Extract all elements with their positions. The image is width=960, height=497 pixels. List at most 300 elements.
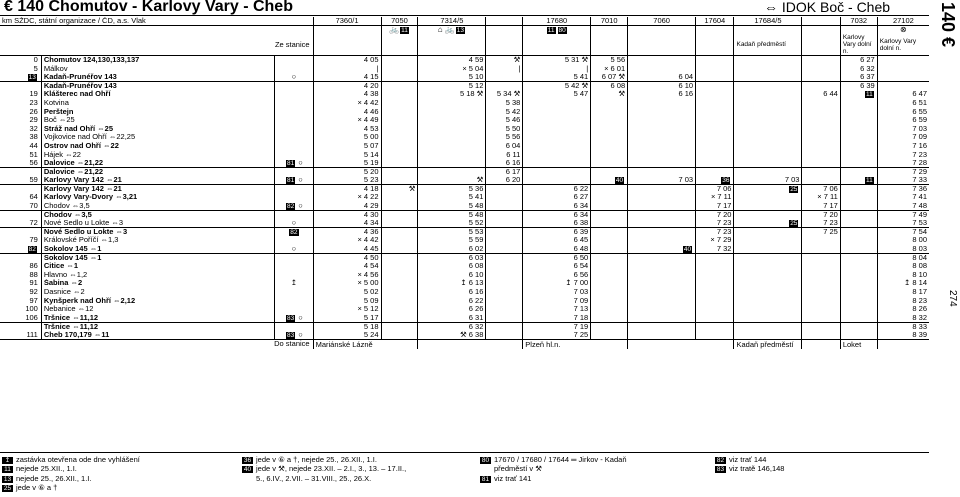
station-note: ○ (275, 245, 313, 254)
from-station (486, 34, 523, 56)
time-cell (486, 305, 523, 314)
from-station (802, 34, 840, 56)
footnote-text: viz trať 144 (729, 455, 767, 464)
footnote-line (242, 455, 406, 464)
time-cell: 7 23 (877, 150, 929, 159)
time-cell (628, 56, 696, 65)
footnote-mark: 11 (401, 27, 408, 35)
time-cell: × 4 49 (313, 116, 381, 125)
time-cell (591, 314, 628, 323)
time-cell (591, 133, 628, 142)
time-cell: 6 04 (486, 142, 523, 151)
time-cell (591, 288, 628, 297)
station-note (275, 150, 313, 159)
km-cell: 70 (29, 201, 38, 210)
time-cell (381, 176, 418, 185)
time-cell (734, 228, 802, 237)
time-cell (418, 150, 486, 159)
time-cell: 6 32 (840, 64, 877, 73)
time-cell (877, 81, 929, 90)
time-cell: × 7 11 (696, 193, 734, 202)
station-note (275, 167, 313, 176)
time-cell: × 4 56 (313, 271, 381, 280)
station-note (275, 305, 313, 314)
time-cell (418, 124, 486, 133)
station-note: 81 ○ (275, 176, 313, 185)
time-cell (802, 99, 840, 108)
time-cell (802, 81, 840, 90)
time-cell: 6 37 (840, 73, 877, 82)
time-cell (591, 271, 628, 280)
time-cell (628, 296, 696, 305)
time-cell (840, 322, 877, 331)
time-cell (696, 81, 734, 90)
time-cell: 4 29 (313, 202, 381, 211)
km-cell (0, 210, 41, 219)
time-cell (802, 107, 840, 116)
footnote-text: jede v ⑥ a † (16, 483, 58, 493)
time-cell (486, 253, 523, 262)
time-cell: 7 03 (877, 124, 929, 133)
time-cell (381, 167, 418, 176)
km-cell (0, 167, 41, 176)
time-cell (591, 236, 628, 245)
time-cell (734, 331, 802, 340)
table-row (0, 219, 929, 228)
footnote-key: 81 (481, 475, 490, 483)
time-cell (523, 99, 591, 108)
station-name: Dasnice ⇔2 (41, 288, 274, 297)
footnote-text: nejede 25.XII., 1.I. (16, 464, 77, 474)
time-cell: 5 56 (486, 133, 523, 142)
time-cell (486, 314, 523, 323)
time-cell: 8 23 (877, 296, 929, 305)
time-cell (802, 150, 840, 159)
time-cell (840, 202, 877, 211)
from-station: Karlovy Vary dolní n. (877, 34, 929, 56)
station-name: Kadaň-Prunéřov 143 (41, 73, 274, 82)
time-cell: 4 50 (313, 253, 381, 262)
station-note (275, 116, 313, 125)
time-cell: × 7 29 (696, 236, 734, 245)
time-cell (696, 99, 734, 108)
time-cell: ⚒ (591, 90, 628, 99)
time-cell (734, 73, 802, 82)
time-cell (628, 150, 696, 159)
time-cell: 4 46 (313, 107, 381, 116)
time-cell: 6 59 (877, 116, 929, 125)
time-cell: 6 45 (523, 236, 591, 245)
blank (0, 26, 313, 35)
time-cell: 5 36 (418, 185, 486, 194)
time-cell (381, 305, 418, 314)
time-cell: 7 20 (802, 210, 840, 219)
time-cell (418, 167, 486, 176)
time-cell (486, 296, 523, 305)
time-cell: 6 22 (523, 185, 591, 194)
time-cell (591, 193, 628, 202)
footnote-mark: 82 (286, 202, 295, 210)
station-note: 81 ○ (275, 159, 313, 168)
station-name: Šabina ⇔2 (41, 279, 274, 288)
time-cell: 7 13 (523, 305, 591, 314)
time-cell (486, 331, 523, 340)
time-cell: 6 51 (877, 99, 929, 108)
time-cell: 4 34 (313, 219, 381, 228)
time-cell (734, 150, 802, 159)
time-cell: 4 53 (313, 124, 381, 133)
time-cell (840, 245, 877, 254)
km-cell (0, 73, 41, 82)
time-cell: 7 09 (877, 133, 929, 142)
time-cell: 6 39 (523, 228, 591, 237)
footnote-text: předměstí v ⚒ (494, 464, 542, 474)
station-note: 83 ○ (275, 331, 313, 340)
station-name: Nové Sedlo u Lokte ⇔3 (41, 228, 274, 237)
time-cell: 7 20 (696, 210, 734, 219)
table-row (0, 202, 929, 211)
table-row (0, 228, 929, 237)
time-cell (418, 116, 486, 125)
time-cell (734, 64, 802, 73)
time-cell (840, 142, 877, 151)
footnote-text: 17670 / 17680 / 17644 ═ Jirkov - Kadaň (494, 455, 627, 464)
station-name: Stráž nad Ohří ⇔25 (41, 124, 274, 133)
time-cell: 8 33 (877, 322, 929, 331)
time-cell: 6 27 (523, 193, 591, 202)
time-cell: 7 49 (877, 210, 929, 219)
time-cell (840, 296, 877, 305)
footnote-mark: 40 (683, 245, 692, 253)
station-note (275, 64, 313, 73)
station-name: Perštejn (41, 107, 274, 116)
time-cell (591, 228, 628, 237)
time-cell (696, 150, 734, 159)
time-cell (486, 73, 523, 82)
time-cell (696, 73, 734, 82)
time-cell: 5 17 (313, 314, 381, 323)
footnote-line (242, 464, 406, 473)
time-cell: 5 07 (313, 142, 381, 151)
train-number: 17680 (523, 17, 591, 26)
table-row (0, 133, 929, 142)
time-cell: 7 25 (802, 228, 840, 237)
time-cell (418, 133, 486, 142)
time-cell (734, 210, 802, 219)
time-cell: 4 36 (313, 228, 381, 237)
train-symbol (628, 26, 696, 35)
time-cell (840, 236, 877, 245)
time-cell (802, 305, 840, 314)
to-station (877, 339, 929, 349)
time-cell: 7 41 (877, 193, 929, 202)
time-cell (802, 322, 840, 331)
km-cell (0, 185, 41, 194)
table-row (0, 331, 929, 340)
time-cell (840, 167, 877, 176)
station-note (275, 210, 313, 219)
time-cell: × 4 42 (313, 236, 381, 245)
to-station: Kadaň předměstí (734, 339, 802, 349)
train-symbol (313, 26, 381, 35)
time-cell (628, 167, 696, 176)
time-cell (591, 176, 628, 185)
time-cell: 5 24 (313, 331, 381, 340)
time-cell (628, 288, 696, 297)
time-cell: 5 56 (591, 56, 628, 65)
time-cell: 4 15 (313, 73, 381, 82)
time-cell (486, 193, 523, 202)
footnote-line (480, 455, 627, 464)
time-cell (802, 167, 840, 176)
time-cell (381, 322, 418, 331)
time-cell: 7 33 (877, 176, 929, 185)
time-cell: 6 02 (418, 245, 486, 254)
time-cell (486, 81, 523, 90)
time-cell (486, 219, 523, 228)
time-cell (486, 236, 523, 245)
time-cell: 4 18 (313, 185, 381, 194)
km-cell: 79 (29, 236, 38, 245)
time-cell (591, 253, 628, 262)
time-cell (381, 219, 418, 228)
time-cell (486, 245, 523, 254)
time-cell (486, 262, 523, 271)
time-cell (734, 185, 802, 194)
time-cell (734, 116, 802, 125)
time-cell (381, 279, 418, 288)
time-cell (628, 314, 696, 323)
footnote-text: viz tratě 146,148 (729, 464, 785, 474)
table-row (0, 262, 929, 271)
time-cell (734, 193, 802, 202)
time-cell (628, 210, 696, 219)
train-number: 17684/5 (734, 17, 802, 26)
time-cell: 6 04 (628, 73, 696, 82)
time-cell: 6 03 (418, 253, 486, 262)
time-cell (696, 296, 734, 305)
time-cell: 6 11 (486, 150, 523, 159)
km-cell (0, 322, 41, 331)
table-row (0, 99, 929, 108)
time-cell (381, 142, 418, 151)
time-cell (628, 219, 696, 228)
time-cell (628, 64, 696, 73)
time-cell: ↥ 8 14 (877, 279, 929, 288)
time-cell: 7 23 (696, 228, 734, 237)
table-row (0, 167, 929, 176)
time-cell (381, 253, 418, 262)
time-cell: ⚒ (381, 185, 418, 194)
station-note (275, 81, 313, 90)
time-cell (802, 176, 840, 185)
station-note (275, 262, 313, 271)
time-cell (802, 56, 840, 65)
time-cell: 5 18 (313, 322, 381, 331)
time-cell (591, 279, 628, 288)
time-cell (628, 133, 696, 142)
km-cell: 32 (29, 124, 38, 133)
from-station (591, 34, 628, 56)
station-note (275, 288, 313, 297)
time-cell (696, 142, 734, 151)
time-cell: 5 12 (418, 81, 486, 90)
time-cell: 5 19 (313, 159, 381, 168)
station-note (275, 56, 313, 65)
time-cell (802, 64, 840, 73)
km-cell: 100 (25, 304, 38, 314)
time-cell: ⚒ 6 38 (418, 331, 486, 340)
train-symbol (591, 26, 628, 35)
time-cell (381, 288, 418, 297)
time-cell (486, 202, 523, 211)
time-cell (840, 253, 877, 262)
time-cell: 5 50 (486, 124, 523, 133)
time-cell (696, 314, 734, 323)
time-cell (840, 314, 877, 323)
time-cell: × 4 22 (313, 193, 381, 202)
time-cell: 7 32 (696, 245, 734, 254)
train-number: 27102 (877, 17, 929, 26)
time-cell (734, 133, 802, 142)
footnote-mark: 83 (286, 314, 295, 322)
time-cell: 6 08 (418, 262, 486, 271)
time-cell (840, 124, 877, 133)
station-name: Kynšperk nad Ohří ⇔2,12 (41, 296, 274, 305)
time-cell: 6 17 (486, 167, 523, 176)
time-cell: 6 16 (486, 159, 523, 168)
station-name: Tršnice ⇔11,12 (41, 322, 274, 331)
time-cell (381, 245, 418, 254)
station-name: Karlovy Vary 142 ⇔21 (41, 176, 274, 185)
time-cell: × 6 01 (591, 64, 628, 73)
time-cell (840, 305, 877, 314)
footnote-mark: 13 (28, 73, 36, 81)
km-cell: 5 (33, 64, 38, 73)
time-cell (486, 279, 523, 288)
station-note (275, 133, 313, 142)
to-station: Plzeň hl.n. (523, 339, 628, 349)
footnote-text: 5., 6.IV., 2.VII. – 31.VIII., 25., 26.X. (256, 473, 372, 483)
km-cell (0, 228, 41, 237)
time-cell: 7 03 (523, 288, 591, 297)
time-cell (734, 81, 802, 90)
footnotes-column-4 (715, 455, 784, 474)
footnote-line (715, 455, 784, 464)
table-row (0, 116, 929, 125)
station-note (275, 193, 313, 202)
footnotes (0, 452, 929, 493)
time-cell (381, 73, 418, 82)
km-cell: 26 (29, 107, 38, 116)
time-cell: 7 48 (877, 202, 929, 211)
time-cell (381, 236, 418, 245)
time-cell (591, 262, 628, 271)
station-name: Ostrov nad Ohří ⇔22 (41, 142, 274, 151)
footnote-key: 13 (3, 475, 12, 483)
time-cell: 6 31 (418, 314, 486, 323)
station-note: ○ (275, 73, 313, 82)
station-note (275, 228, 313, 237)
time-cell: 6 48 (523, 245, 591, 254)
time-cell (696, 159, 734, 168)
table-row (0, 288, 929, 297)
station-name: Chodov ⇔3,5 (41, 202, 274, 211)
station-note (275, 253, 313, 262)
time-cell (523, 107, 591, 116)
train-symbol (802, 26, 840, 35)
time-cell (381, 314, 418, 323)
footnote-key: 82 (716, 457, 725, 464)
km-cell: 29 (29, 115, 38, 125)
km-cell: 111 (26, 330, 38, 339)
footnote-key: 40 (243, 466, 252, 474)
from-station (313, 34, 381, 56)
time-cell: ⚒ (486, 56, 523, 65)
time-cell: 7 54 (877, 228, 929, 237)
from-label: Ze stanice (0, 34, 313, 56)
page-tab: 140 € (938, 2, 958, 48)
time-cell (696, 167, 734, 176)
table-row (0, 236, 929, 245)
time-cell: 8 39 (877, 331, 929, 340)
time-cell (523, 142, 591, 151)
time-cell: 5 52 (418, 219, 486, 228)
time-cell (381, 210, 418, 219)
time-cell (802, 116, 840, 125)
to-station-row (0, 339, 929, 349)
table-row (0, 56, 929, 65)
to-station (628, 339, 734, 349)
time-cell: 7 29 (877, 167, 929, 176)
time-cell: 6 54 (523, 262, 591, 271)
time-cell: 6 34 (523, 202, 591, 211)
time-cell: 5 09 (313, 296, 381, 305)
time-cell (628, 279, 696, 288)
time-cell (628, 331, 696, 340)
time-cell: 8 00 (877, 236, 929, 245)
footnote-line (2, 483, 140, 492)
time-cell: 5 00 (313, 133, 381, 142)
time-cell: 6 32 (418, 322, 486, 331)
time-cell (486, 271, 523, 280)
station-note (275, 124, 313, 133)
time-cell: 7 09 (523, 296, 591, 305)
time-cell: 8 32 (877, 314, 929, 323)
time-cell (418, 142, 486, 151)
station-note: 83 ○ (275, 314, 313, 323)
station-name: Hájek ⇔22 (41, 150, 274, 159)
time-cell: 8 04 (877, 253, 929, 262)
time-cell (696, 253, 734, 262)
time-cell: 7 23 (696, 219, 734, 228)
time-cell: 5 48 (418, 202, 486, 211)
time-cell: 7 25 (523, 331, 591, 340)
time-cell (523, 133, 591, 142)
time-cell (696, 176, 734, 185)
time-cell (381, 107, 418, 116)
time-cell: 7 28 (877, 159, 929, 168)
train-number (802, 17, 840, 26)
time-cell: 8 08 (877, 262, 929, 271)
station-name: Nebanice ⇔12 (41, 305, 274, 314)
footnote-mark: 80 (558, 27, 566, 35)
footnote-line (242, 474, 406, 483)
time-cell (840, 279, 877, 288)
km-cell: 92 (29, 287, 38, 297)
time-cell (486, 288, 523, 297)
time-cell (877, 64, 929, 73)
